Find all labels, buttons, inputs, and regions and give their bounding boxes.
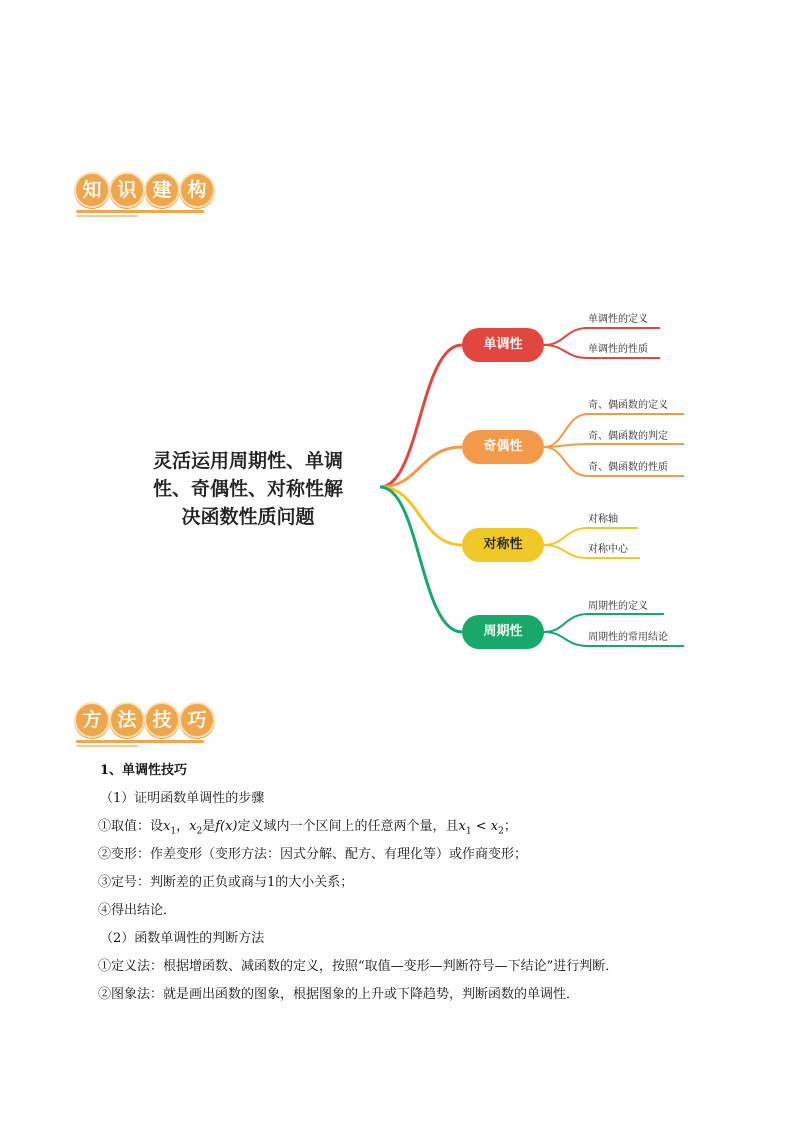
- step-1-end: ；: [503, 819, 517, 834]
- step-1-rest: 定义域内一个区间上的任意两个量，且: [237, 819, 459, 834]
- step-1-comma: ，: [176, 819, 190, 834]
- var-x2-sub: 2: [196, 826, 203, 837]
- ineq-left: [458, 819, 472, 837]
- leaf-item: 对称中心: [588, 544, 628, 555]
- ineq-left-sub: 1: [465, 826, 472, 837]
- step-2: ②变形：作差变形（变形方法：因式分解、配方、有理化等）或作商变形；: [98, 847, 528, 862]
- branch-symmetry: 对称性: [462, 528, 544, 562]
- connector-green: [380, 487, 462, 632]
- leaf-item: 奇、偶函数的定义: [588, 400, 668, 411]
- ineq-right-base: x: [490, 819, 499, 834]
- function-fx: f(x): [215, 819, 238, 834]
- step-1-prefix: ①取值：设: [98, 819, 164, 834]
- banner-char: 知: [74, 172, 110, 208]
- connector-yellow: [380, 487, 462, 545]
- branch-periodicity: 周期性: [462, 615, 544, 649]
- ineq-right-sub: 2: [498, 826, 504, 837]
- branch-parity: 奇偶性: [462, 430, 544, 464]
- central-topic-line: 性、奇偶性、对称性解: [152, 478, 343, 500]
- ineq-left-base: x: [458, 819, 466, 834]
- leaf-item: 奇、偶函数的判定: [588, 431, 668, 442]
- banner-char: 建: [144, 172, 180, 208]
- central-topic: [118, 447, 378, 531]
- subheading: （2）函数单调性的判断方法: [100, 931, 265, 946]
- banner-char: 法: [109, 702, 145, 738]
- knowledge-structure-banner: [74, 172, 214, 216]
- var-x1: [163, 819, 177, 837]
- banner-char: 识: [109, 172, 145, 208]
- method-1: ①定义法：根据增函数、减函数的定义，按照“取值—变形—判断符号—下结论”进行判断．: [98, 959, 619, 974]
- banner-underline: [76, 210, 204, 213]
- leaf-item: 单调性的性质: [588, 344, 648, 355]
- banner-char: 巧: [179, 702, 215, 738]
- banner-char: 构: [179, 172, 215, 208]
- section-heading: 1、单调性技巧: [100, 763, 188, 778]
- var-x1-sub: 1: [170, 826, 177, 837]
- central-topic-line: 决函数性质问题: [181, 506, 315, 528]
- leaf-item: 对称轴: [588, 514, 618, 525]
- branch-monotonicity: 单调性: [462, 328, 544, 362]
- step-3: ③定号：判断差的正负或商与1的大小关系；: [98, 875, 354, 890]
- ineq-sign: <: [471, 819, 491, 834]
- connector-orange-leaf: [544, 444, 684, 447]
- step-4: ④得出结论．: [98, 903, 177, 918]
- banner-char: 技: [144, 702, 180, 738]
- method-2: ②图象法：就是画出函数的图象，根据图象的上升或下降趋势，判断函数的单调性．: [98, 987, 580, 1002]
- subheading: （1）证明函数单调性的步骤: [100, 791, 265, 806]
- leaf-item: 单调性的定义: [588, 314, 648, 325]
- mind-map: [0, 290, 794, 670]
- banner-underline-short: [76, 745, 138, 747]
- leaf-item: 周期性的定义: [588, 601, 648, 612]
- var-x1-base: x: [163, 819, 171, 834]
- methods-techniques-banner: [74, 702, 214, 746]
- ineq-right: [490, 819, 504, 837]
- banner-underline: [76, 740, 204, 743]
- var-x2-base: x: [189, 819, 197, 834]
- central-topic-line: 灵活运用周期性、单调: [152, 450, 343, 472]
- step-1-mid: 是: [202, 819, 216, 834]
- step-1: [98, 818, 517, 841]
- leaf-item: 奇、偶函数的性质: [588, 462, 668, 473]
- banner-underline-short: [76, 215, 138, 217]
- leaf-item: 周期性的常用结论: [588, 632, 668, 643]
- var-x2: [189, 819, 203, 837]
- banner-char: 方: [74, 702, 110, 738]
